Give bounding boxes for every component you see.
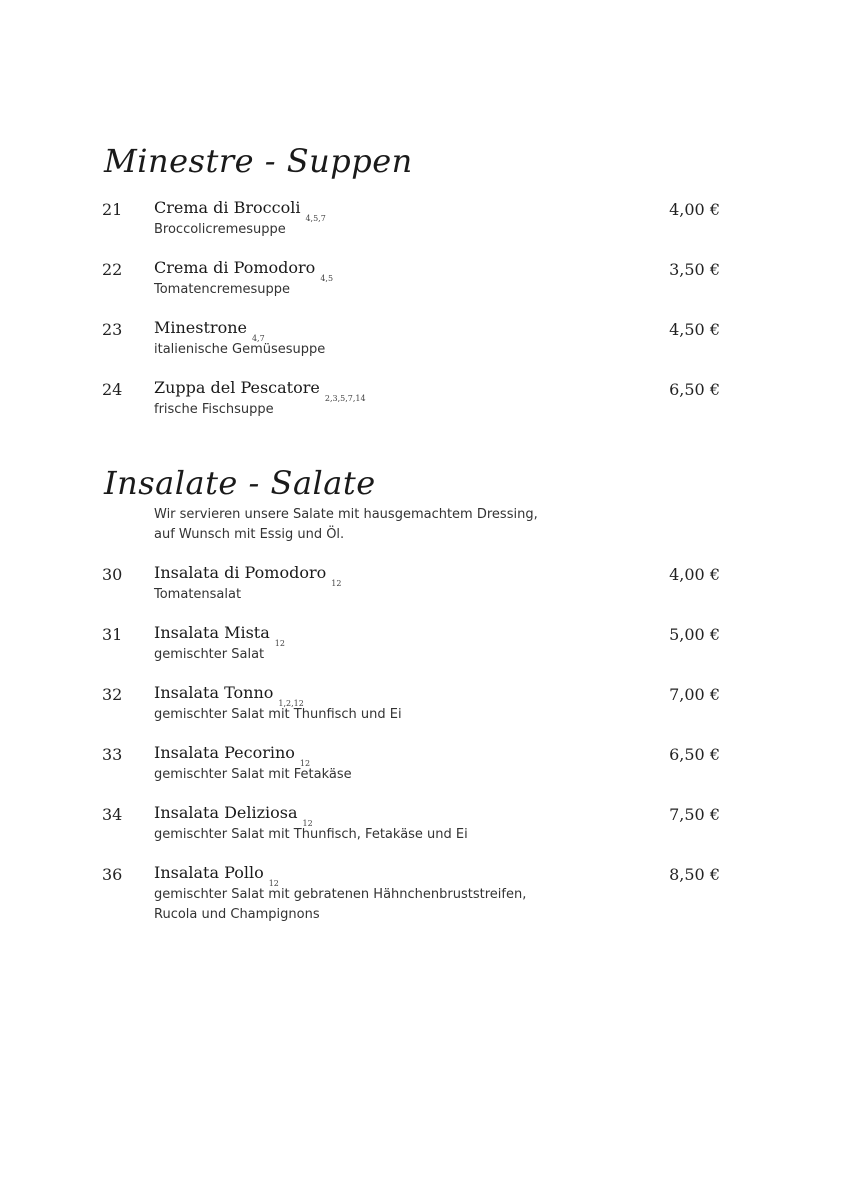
item-description (154, 645, 264, 665)
item-description-line: gemischter Salat (154, 647, 265, 662)
menu-item (0, 200, 848, 252)
item-number: 32 (102, 685, 123, 704)
item-price: 4,00 € (669, 200, 720, 219)
item-name-text: Insalata Deliziosa (154, 803, 298, 822)
item-name-text: Insalata Mista (154, 623, 270, 642)
item-allergens: 4,5 (320, 274, 334, 283)
item-number: 33 (102, 745, 123, 764)
menu-item (0, 625, 848, 677)
item-allergens: 12 (274, 639, 285, 648)
item-number: 24 (102, 380, 123, 399)
item-description (154, 280, 290, 300)
item-name (154, 198, 326, 223)
item-description (154, 585, 241, 605)
item-description (154, 765, 352, 785)
item-name (154, 863, 279, 888)
item-description (154, 400, 274, 420)
item-description-line: gemischter Salat mit Thunfisch und Ei (154, 707, 402, 722)
menu-item (0, 320, 848, 372)
intro-line: Wir servieren unsere Salate mit hausgemachtem Dressing, (154, 507, 538, 522)
item-price: 3,50 € (669, 260, 720, 279)
item-name (154, 258, 334, 283)
item-price: 4,00 € (669, 565, 720, 584)
item-price: 5,00 € (669, 625, 720, 644)
item-description-line: gemischter Salat mit gebratenen Hähnchenbruststreifen, (154, 887, 527, 902)
item-description-line: Rucola und Champignons (154, 907, 320, 922)
item-name (154, 378, 366, 403)
item-allergens: 12 (268, 879, 279, 888)
item-description (154, 825, 468, 845)
item-name (154, 803, 313, 828)
item-allergens: 12 (302, 819, 313, 828)
item-allergens: 2,3,5,7,14 (324, 394, 366, 403)
item-name (154, 683, 304, 708)
section-title-suppen: Minestre - Suppen (104, 142, 413, 180)
item-name-text: Zuppa del Pescatore (154, 378, 320, 397)
item-allergens: 12 (331, 579, 342, 588)
item-allergens: 4,7 (251, 334, 265, 343)
item-price: 8,50 € (669, 865, 720, 884)
menu-item (0, 805, 848, 857)
item-number: 23 (102, 320, 123, 339)
item-description-line: Tomatensalat (154, 587, 242, 602)
item-description (154, 220, 286, 240)
item-price: 6,50 € (669, 745, 720, 764)
menu-item (0, 865, 848, 937)
menu-item (0, 745, 848, 797)
item-name (154, 318, 265, 343)
item-description-line: gemischter Salat mit Thunfisch, Fetakäse und Ei (154, 827, 468, 842)
item-price: 6,50 € (669, 380, 720, 399)
item-name-text: Insalata Pollo (154, 863, 264, 882)
menu-item (0, 565, 848, 617)
intro-line: auf Wunsch mit Essig und Öl. (154, 527, 345, 542)
item-name-text: Insalata Tonno (154, 683, 274, 702)
item-description (154, 705, 402, 725)
item-description-line: italienische Gemüsesuppe (154, 342, 326, 357)
section-intro (154, 505, 634, 545)
item-number: 34 (102, 805, 123, 824)
item-price: 7,50 € (669, 805, 720, 824)
item-price: 4,50 € (669, 320, 720, 339)
item-name (154, 623, 285, 648)
section-title-salate: Insalate - Salate (104, 464, 376, 502)
item-description-line: Tomatencremesuppe (154, 282, 291, 297)
item-allergens: 4,5,7 (305, 214, 326, 223)
menu-item (0, 260, 848, 312)
item-name (154, 563, 342, 588)
item-description (154, 340, 325, 360)
item-name-text: Crema di Broccoli (154, 198, 301, 217)
item-allergens: 12 (299, 759, 311, 768)
item-description-line: Broccolicremesuppe (154, 222, 286, 237)
item-allergens: 1,2,12 (278, 699, 304, 708)
item-name-text: Minestrone (154, 318, 247, 337)
item-number: 21 (102, 200, 123, 219)
item-name (154, 743, 311, 768)
item-description-line: frische Fischsuppe (154, 402, 274, 417)
item-number: 22 (102, 260, 123, 279)
item-description-line: gemischter Salat mit Fetakäse (154, 767, 352, 782)
item-name-text: Crema di Pomodoro (154, 258, 316, 277)
menu-item (0, 380, 848, 432)
item-number: 31 (102, 625, 123, 644)
item-description (154, 885, 526, 925)
item-price: 7,00 € (669, 685, 720, 704)
item-name-text: Insalata di Pomodoro (154, 563, 327, 582)
item-number: 30 (102, 565, 123, 584)
item-number: 36 (102, 865, 123, 884)
menu-item (0, 685, 848, 737)
item-name-text: Insalata Pecorino (154, 743, 295, 762)
